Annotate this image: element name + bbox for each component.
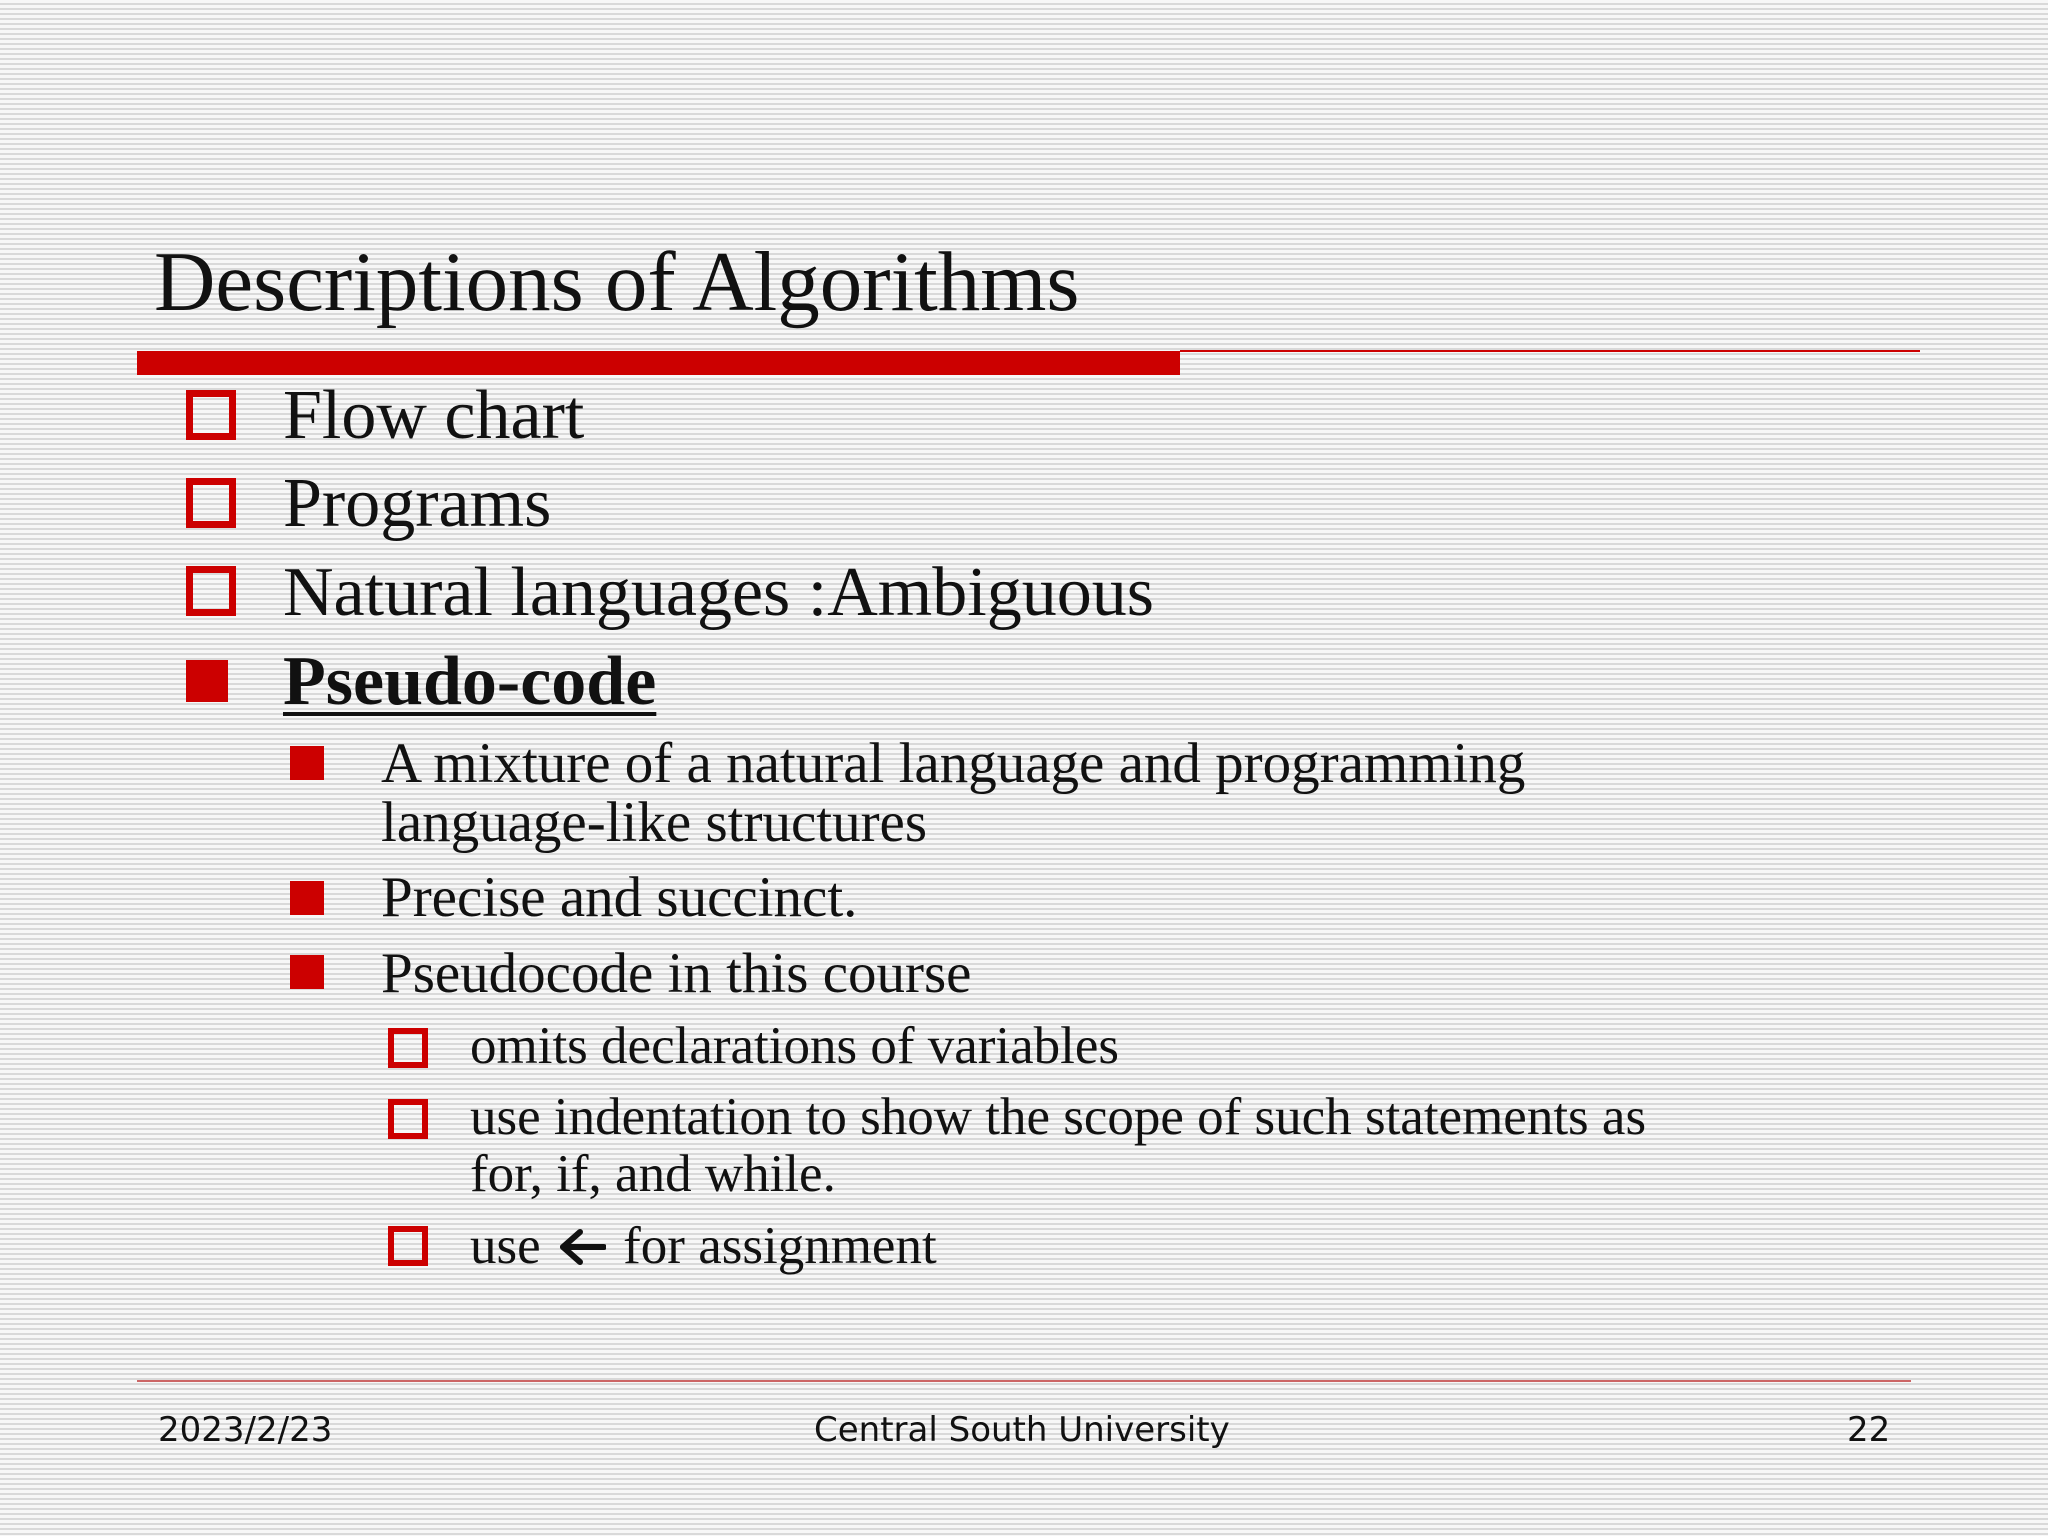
hollow-square-bullet-icon xyxy=(388,1028,428,1068)
hollow-square-bullet-icon xyxy=(388,1226,428,1266)
slide-title: Descriptions of Algorithms xyxy=(154,235,1080,329)
bullet-text: Programs xyxy=(283,465,552,542)
hollow-square-bullet-icon xyxy=(186,566,236,616)
bullet-text: Pseudocode in this course xyxy=(381,942,972,1005)
left-arrow-icon xyxy=(558,1218,606,1275)
hollow-square-bullet-icon xyxy=(186,478,236,528)
bullet-text-line-1: A mixture of a natural language and programming xyxy=(381,732,1526,795)
bullet-text xyxy=(470,1218,937,1275)
filled-square-bullet-icon xyxy=(290,881,324,915)
filled-square-bullet-icon xyxy=(290,746,324,780)
footer-divider xyxy=(137,1380,1911,1382)
title-underline-thick xyxy=(137,351,1180,375)
bullet-text: Pseudo-code xyxy=(283,643,657,720)
footer-institution: Central South University xyxy=(814,1410,1230,1450)
footer-date: 2023/2/23 xyxy=(158,1410,333,1450)
footer-page-number: 22 xyxy=(1847,1410,1891,1450)
title-underline-thin xyxy=(1180,350,1920,352)
bullet-text: omits declarations of variables xyxy=(470,1017,1120,1075)
assignment-text-after: for assignment xyxy=(623,1217,937,1275)
hollow-square-bullet-icon xyxy=(388,1099,428,1139)
bullet-text-line-2: language-like structures xyxy=(381,791,928,854)
filled-square-bullet-icon xyxy=(290,955,324,989)
bullet-text: Natural languages :Ambiguous xyxy=(283,554,1154,631)
bullet-text-line-1: use indentation to show the scope of such statements as xyxy=(470,1088,1647,1146)
filled-square-bullet-icon xyxy=(186,660,228,702)
bullet-text: Flow chart xyxy=(283,377,585,454)
bullet-text-line-2: for, if, and while. xyxy=(470,1145,836,1203)
hollow-square-bullet-icon xyxy=(186,390,236,440)
bullet-text: Precise and succinct. xyxy=(381,866,858,929)
assignment-text-before: use xyxy=(470,1217,541,1275)
